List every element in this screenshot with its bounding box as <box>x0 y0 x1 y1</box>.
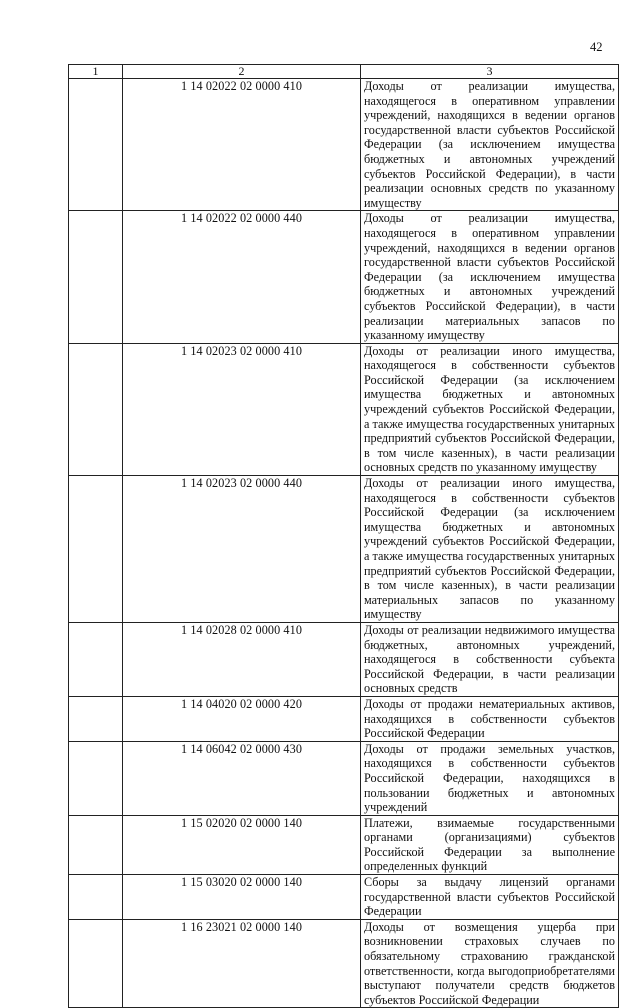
table-row <box>69 211 619 343</box>
revenue-description: Доходы от продажи нематериальных активов, находящихся в собственности субъектов Российской Федерации <box>361 696 619 741</box>
page-number: 42 <box>590 40 603 54</box>
row-blank-cell <box>69 696 123 741</box>
column-header-3: 3 <box>361 65 619 79</box>
row-blank-cell <box>69 343 123 475</box>
revenue-codes-table <box>68 64 619 1008</box>
table-row <box>69 875 619 920</box>
revenue-code: 1 16 23021 02 0000 140 <box>123 919 361 1008</box>
revenue-code: 1 15 03020 02 0000 140 <box>123 875 361 920</box>
table-row <box>69 79 619 211</box>
table-row <box>69 815 619 874</box>
revenue-description: Доходы от реализации недвижимого имущества бюджетных, автономных учреждений, находящегося в собственности субъекта Российской Федерации, в части реализации основных средств <box>361 622 619 696</box>
column-header-1: 1 <box>69 65 123 79</box>
row-blank-cell <box>69 622 123 696</box>
revenue-description: Доходы от реализации имущества, находящегося в оперативном управлении учреждений, находящихся в ведении органов государственной власти субъектов Российской Федерации (за исключением имущества бюджетных и автономных учреждений субъектов Российской Федерации), в части реализации основных средств по указанному имуществу <box>361 79 619 211</box>
revenue-description: Доходы от продажи земельных участков, находящихся в собственности субъектов Российской Федерации, находящихся в пользовании бюджетных и автономных учреждений <box>361 741 619 815</box>
table-row <box>69 343 619 475</box>
revenue-code: 1 15 02020 02 0000 140 <box>123 815 361 874</box>
revenue-description: Доходы от реализации иного имущества, находящегося в собственности субъектов Российской Федерации (за исключением имущества бюджетных и автономных учреждений субъектов Российской Федерации, а также имущества государственных унитарных предприятий субъектов Российской Федерации, в том числе казенных), в части реализации материальных запасов по указанному имуществу <box>361 476 619 623</box>
row-blank-cell <box>69 211 123 343</box>
revenue-code: 1 14 06042 02 0000 430 <box>123 741 361 815</box>
row-blank-cell <box>69 79 123 211</box>
row-blank-cell <box>69 875 123 920</box>
table-row <box>69 476 619 623</box>
revenue-description: Доходы от реализации имущества, находящегося в оперативном управлении учреждений, находящихся в ведении органов государственной власти субъектов Российской Федерации (за исключением имущества бюджетных и автономных учреждений субъектов Российской Федерации), в части реализации материальных запасов по указанному имуществу <box>361 211 619 343</box>
table-header-row <box>69 65 619 79</box>
revenue-code: 1 14 02022 02 0000 410 <box>123 79 361 211</box>
table-row <box>69 696 619 741</box>
table-row <box>69 741 619 815</box>
column-header-2: 2 <box>123 65 361 79</box>
revenue-code: 1 14 04020 02 0000 420 <box>123 696 361 741</box>
revenue-description: Доходы от возмещения ущерба при возникновении страховых случаев по обязательному страхованию гражданской ответственности, когда выгодоприобретателями выступают получатели средств бюджетов субъектов Российской Федерации <box>361 919 619 1008</box>
table-body <box>69 79 619 1008</box>
table-row <box>69 919 619 1008</box>
table-row <box>69 622 619 696</box>
row-blank-cell <box>69 741 123 815</box>
row-blank-cell <box>69 476 123 623</box>
revenue-description: Сборы за выдачу лицензий органами государственной власти субъектов Российской Федерации <box>361 875 619 920</box>
row-blank-cell <box>69 815 123 874</box>
revenue-code: 1 14 02028 02 0000 410 <box>123 622 361 696</box>
revenue-code: 1 14 02023 02 0000 440 <box>123 476 361 623</box>
revenue-description: Платежи, взимаемые государственными органами (организациями) субъектов Российской Федерации за выполнение определенных функций <box>361 815 619 874</box>
revenue-description: Доходы от реализации иного имущества, находящегося в собственности субъектов Российской Федерации (за исключением имущества бюджетных и автономных учреждений субъектов Российской Федерации, а также имущества государственных унитарных предприятий субъектов Российской Федерации, в том числе казенных), в части реализации основных средств по указанному имуществу <box>361 343 619 475</box>
revenue-code: 1 14 02022 02 0000 440 <box>123 211 361 343</box>
revenue-code: 1 14 02023 02 0000 410 <box>123 343 361 475</box>
row-blank-cell <box>69 919 123 1008</box>
